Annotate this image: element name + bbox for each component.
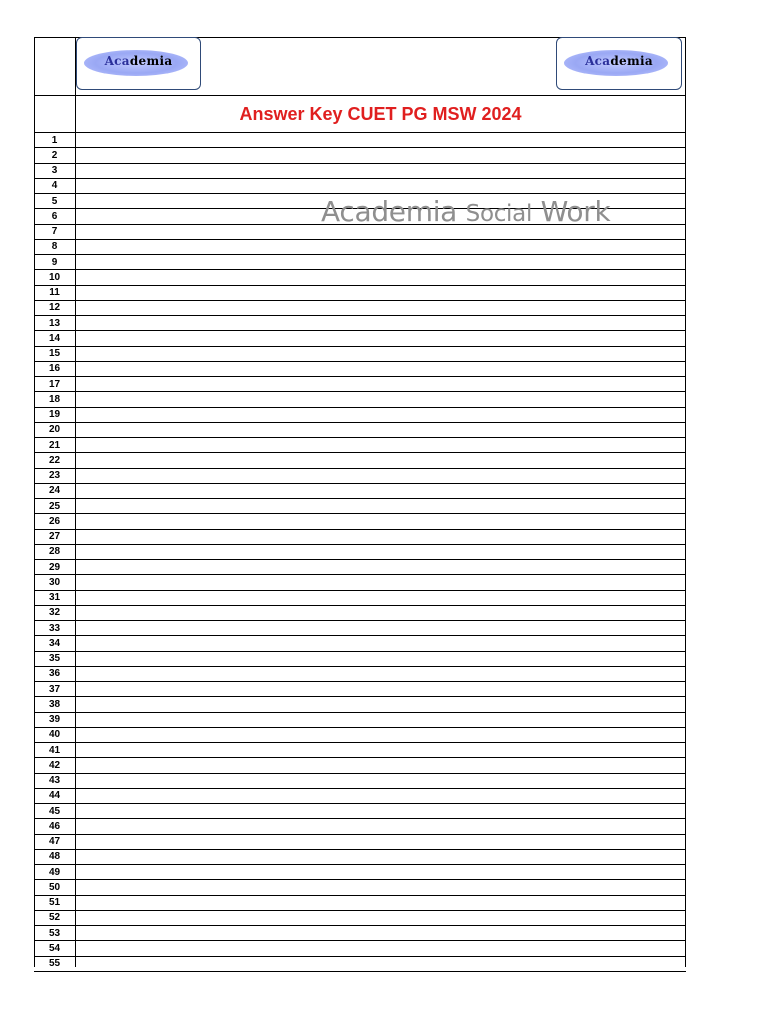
row-divider <box>34 147 686 148</box>
row-divider <box>34 452 686 453</box>
row-number: 31 <box>48 592 61 603</box>
logo-left <box>76 37 201 90</box>
row-number: 29 <box>48 561 61 573</box>
row-divider <box>34 269 686 270</box>
row-number: 34 <box>48 637 61 649</box>
right-border <box>685 37 686 967</box>
row-divider <box>34 864 686 865</box>
row-divider <box>34 468 686 469</box>
row-number: 46 <box>48 820 61 832</box>
row-number: 22 <box>48 454 61 466</box>
row-number: 6 <box>51 210 58 222</box>
row-number: 45 <box>48 805 61 817</box>
row-number: 38 <box>48 698 61 710</box>
row-number: 27 <box>48 531 61 542</box>
logo-right <box>556 37 682 90</box>
logo-text: Academia <box>585 54 653 68</box>
row-divider <box>34 773 686 774</box>
row-divider <box>34 757 686 758</box>
row-number: 7 <box>51 226 58 237</box>
row-number: 13 <box>48 317 61 329</box>
row-divider <box>34 879 686 880</box>
row-divider <box>34 910 686 911</box>
row-number: 42 <box>48 759 61 771</box>
row-number: 51 <box>48 897 61 908</box>
row-divider <box>34 422 686 423</box>
row-number: 37 <box>48 683 61 695</box>
row-divider <box>34 361 686 362</box>
row-divider <box>34 376 686 377</box>
row-divider <box>34 529 686 530</box>
row-divider <box>34 956 686 957</box>
row-number: 49 <box>48 866 61 878</box>
row-number: 28 <box>48 546 61 558</box>
row-divider <box>34 178 686 179</box>
row-number: 14 <box>48 332 61 344</box>
row-number: 2 <box>51 149 58 161</box>
row-number: 36 <box>48 668 61 680</box>
row-number: 44 <box>48 790 61 802</box>
row-divider <box>34 300 686 301</box>
row-number: 35 <box>48 653 61 664</box>
row-divider <box>34 193 686 194</box>
title-row-divider <box>34 132 686 133</box>
answer-key-sheet <box>34 37 686 967</box>
row-divider <box>34 818 686 819</box>
row-divider <box>34 925 686 926</box>
row-divider <box>34 620 686 621</box>
row-divider <box>34 696 686 697</box>
row-number: 55 <box>48 958 61 969</box>
row-divider <box>34 590 686 591</box>
row-number: 33 <box>48 622 61 634</box>
row-number: 12 <box>48 302 61 314</box>
row-divider <box>34 407 686 408</box>
row-number: 19 <box>48 409 61 420</box>
row-number: 26 <box>48 515 61 527</box>
row-number: 43 <box>48 775 61 786</box>
row-number: 4 <box>51 180 58 192</box>
row-divider <box>34 544 686 545</box>
row-number: 50 <box>48 881 61 893</box>
row-divider <box>34 712 686 713</box>
row-number: 41 <box>48 744 61 756</box>
row-number: 5 <box>51 195 58 207</box>
row-number: 8 <box>51 241 58 253</box>
row-divider <box>34 666 686 667</box>
row-number: 15 <box>48 348 61 359</box>
row-number: 20 <box>48 424 61 436</box>
row-number: 48 <box>48 851 61 863</box>
row-divider <box>34 651 686 652</box>
row-divider <box>34 498 686 499</box>
row-divider <box>34 346 686 347</box>
row-divider <box>34 391 686 392</box>
row-number: 39 <box>48 714 61 725</box>
row-number: 40 <box>48 729 61 741</box>
watermark: Academia Social Work <box>321 195 611 228</box>
row-divider <box>34 727 686 728</box>
row-divider <box>34 849 686 850</box>
row-number: 24 <box>48 485 61 497</box>
row-number: 1 <box>51 134 58 146</box>
row-divider <box>34 803 686 804</box>
row-number: 23 <box>48 470 61 481</box>
column-divider <box>75 37 76 967</box>
row-divider <box>34 940 686 941</box>
row-divider <box>34 285 686 286</box>
row-divider <box>34 681 686 682</box>
row-divider <box>34 163 686 164</box>
row-number: 10 <box>48 271 61 283</box>
row-divider <box>34 971 686 972</box>
row-divider <box>34 315 686 316</box>
row-number: 47 <box>48 836 61 847</box>
row-number: 52 <box>48 912 61 924</box>
row-number: 17 <box>48 378 61 390</box>
row-divider <box>34 635 686 636</box>
row-divider <box>34 742 686 743</box>
row-divider <box>34 483 686 484</box>
row-divider <box>34 559 686 560</box>
row-divider <box>34 239 686 240</box>
row-number: 3 <box>51 165 58 176</box>
logo-text: Academia <box>104 54 173 68</box>
row-number: 16 <box>48 363 61 375</box>
row-number: 25 <box>48 500 61 512</box>
row-number: 11 <box>49 287 60 298</box>
row-divider <box>34 895 686 896</box>
row-number: 21 <box>48 439 61 451</box>
row-divider <box>34 574 686 575</box>
page-title: Answer Key CUET PG MSW 2024 <box>239 104 522 124</box>
row-divider <box>34 605 686 606</box>
row-divider <box>34 513 686 514</box>
row-number: 9 <box>51 256 58 268</box>
row-divider <box>34 330 686 331</box>
row-divider <box>34 437 686 438</box>
row-number: 53 <box>48 927 61 939</box>
row-number: 18 <box>48 393 61 405</box>
row-number: 32 <box>48 607 61 619</box>
row-number: 54 <box>48 942 61 954</box>
row-divider <box>34 254 686 255</box>
row-number: 30 <box>48 576 61 588</box>
row-divider <box>34 834 686 835</box>
row-divider <box>34 788 686 789</box>
